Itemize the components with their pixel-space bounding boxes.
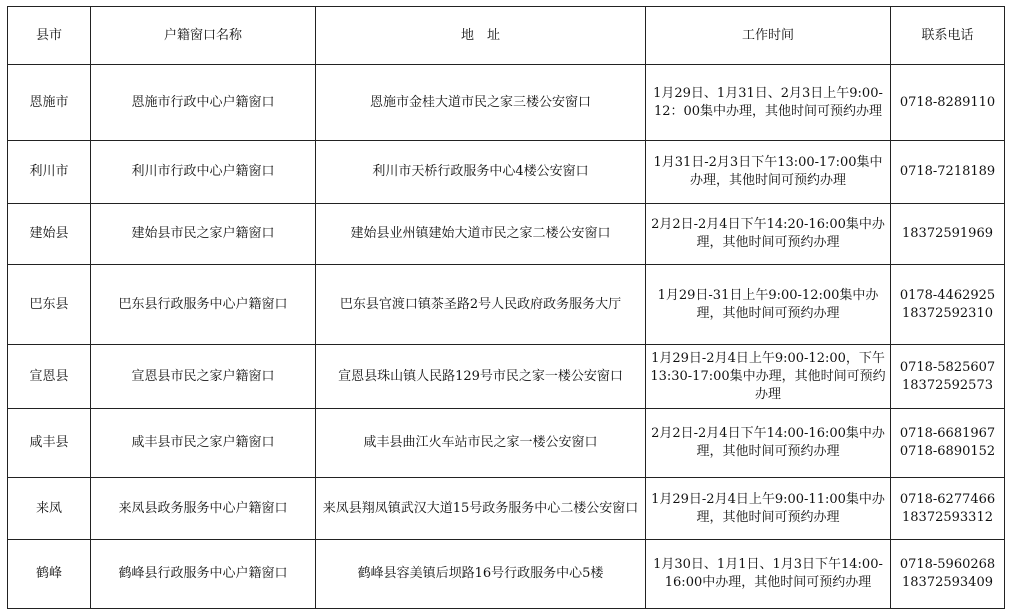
table-row: [8, 141, 1005, 204]
phone-number: 0718-5825607: [899, 359, 996, 375]
address-cell: 咸丰县曲江火车站市民之家一楼公安窗口: [316, 409, 646, 478]
registration-windows-table-container: [7, 6, 1004, 609]
table-body: [8, 65, 1005, 609]
address-cell: 建始县业州镇建始大道市民之家二楼公安窗口: [316, 204, 646, 265]
phone-number: 0718-7218189: [899, 164, 996, 179]
registration-windows-table: [7, 6, 1005, 609]
county-cell: 巴东县: [8, 265, 91, 345]
address-cell: 恩施市金桂大道市民之家三楼公安窗口: [316, 65, 646, 141]
window-name-cell: 咸丰县市民之家户籍窗口: [91, 409, 316, 478]
county-cell: 建始县: [8, 204, 91, 265]
table-header-row: [8, 7, 1005, 65]
phone-cell: [891, 65, 1005, 141]
header-address: 地 址: [316, 7, 646, 65]
address-cell: 来凤县翔凤镇武汉大道15号政务服务中心二楼公安窗口: [316, 478, 646, 540]
county-cell: 来凤: [8, 478, 91, 540]
phone-number: 0718-8289110: [899, 94, 996, 110]
address-cell: 巴东县官渡口镇茶圣路2号人民政府政务服务大厅: [316, 265, 646, 345]
phone-number: 0178-4462925: [899, 287, 996, 303]
phone-cell: [891, 540, 1005, 609]
phone-number: 18372592310: [902, 305, 993, 321]
address-cell: 鹤峰县容美镇后坝路16号行政服务中心5楼: [316, 540, 646, 609]
phone-cell: [891, 204, 1005, 265]
phone-number: 18372591969: [902, 226, 993, 241]
hours-cell: 1月29日-31日上午9:00-12:00集中办理，其他时间可预约办理: [646, 265, 891, 345]
table-row: [8, 478, 1005, 540]
table-row: [8, 409, 1005, 478]
window-name-cell: 利川市行政中心户籍窗口: [91, 141, 316, 204]
phone-number: 18372593312: [902, 509, 993, 525]
phone-number: 18372593409: [902, 575, 993, 590]
phone-cell: [891, 265, 1005, 345]
hours-cell: 1月31日-2月3日下午13:00-17:00集中办理，其他时间可预约办理: [646, 141, 891, 204]
hours-cell: 1月29日-2月4日上午9:00-12:00，下午13:30-17:00集中办理，其他时间可预约办理: [646, 345, 891, 409]
phone-number: 0718-6890152: [899, 444, 996, 459]
window-name-cell: 建始县市民之家户籍窗口: [91, 204, 316, 265]
table-row: [8, 345, 1005, 409]
phone-number: 0718-5960268: [899, 557, 996, 572]
phone-cell: [891, 478, 1005, 540]
header-window-name: 户籍窗口名称: [91, 7, 316, 65]
window-name-cell: 巴东县行政服务中心户籍窗口: [91, 265, 316, 345]
window-name-cell: 恩施市行政中心户籍窗口: [91, 65, 316, 141]
hours-cell: 2月2日-2月4日下午14:20-16:00集中办理，其他时间可预约办理: [646, 204, 891, 265]
header-county: 县市: [8, 7, 91, 65]
phone-number: 0718-6277466: [899, 491, 996, 507]
phone-number: 18372592573: [902, 377, 993, 393]
hours-cell: 1月29日、1月31日、2月3日上午9:00-12：00集中办理，其他时间可预约办理: [646, 65, 891, 141]
county-cell: 宣恩县: [8, 345, 91, 409]
header-phone: 联系电话: [891, 7, 1005, 65]
hours-cell: 2月2日-2月4日下午14:00-16:00集中办理，其他时间可预约办理: [646, 409, 891, 478]
window-name-cell: 宣恩县市民之家户籍窗口: [91, 345, 316, 409]
table-row: [8, 65, 1005, 141]
county-cell: 利川市: [8, 141, 91, 204]
phone-number: 0718-6681967: [899, 426, 996, 441]
address-cell: 宣恩县珠山镇人民路129号市民之家一楼公安窗口: [316, 345, 646, 409]
county-cell: 恩施市: [8, 65, 91, 141]
address-cell: 利川市天桥行政服务中心4楼公安窗口: [316, 141, 646, 204]
hours-cell: 1月30日、1月1日、1月3日下午14:00-16:00中办理，其他时间可预约办理: [646, 540, 891, 609]
header-hours: 工作时间: [646, 7, 891, 65]
phone-cell: [891, 141, 1005, 204]
county-cell: 咸丰县: [8, 409, 91, 478]
phone-cell: [891, 345, 1005, 409]
window-name-cell: 鹤峰县行政服务中心户籍窗口: [91, 540, 316, 609]
table-row: [8, 204, 1005, 265]
county-cell: 鹤峰: [8, 540, 91, 609]
phone-cell: [891, 409, 1005, 478]
window-name-cell: 来凤县政务服务中心户籍窗口: [91, 478, 316, 540]
hours-cell: 1月29日-2月4日上午9:00-11:00集中办理，其他时间可预约办理: [646, 478, 891, 540]
table-row: [8, 540, 1005, 609]
table-row: [8, 265, 1005, 345]
